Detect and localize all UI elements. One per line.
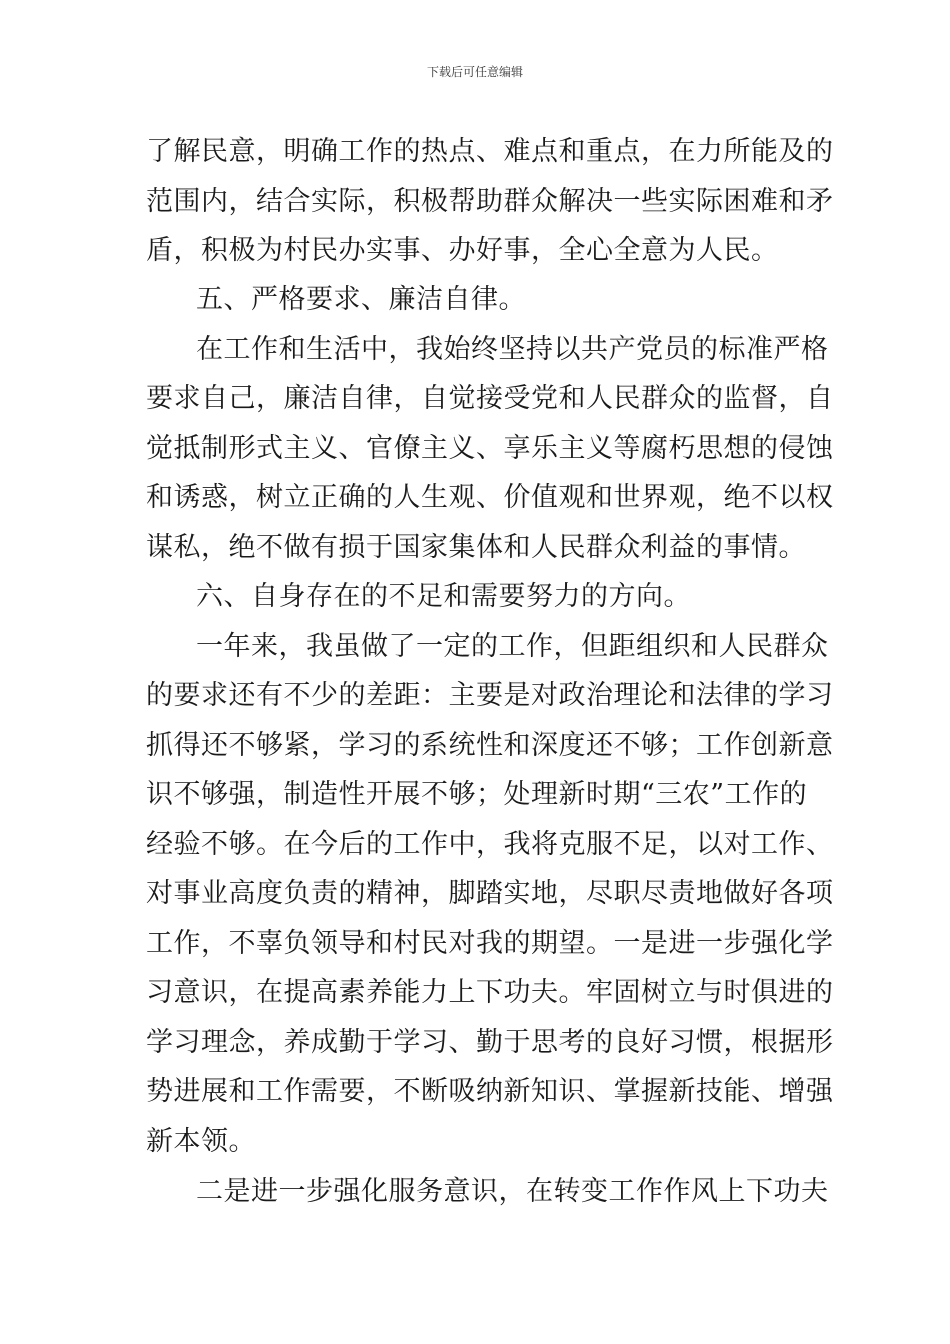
text-line: 新本领。 bbox=[146, 1126, 256, 1157]
text-line: 经验不够。在今后的工作中，我将克服不足，以对工作、 bbox=[146, 829, 834, 860]
text-line: 对事业高度负责的精神，脚踏实地，尽职尽责地做好各项 bbox=[146, 878, 834, 909]
text-line: 抓得还不够紧，学习的系统性和深度还不够；工作创新意 bbox=[146, 730, 834, 761]
text-line: 的要求还有不少的差距：主要是对政治理论和法律的学习 bbox=[146, 680, 834, 711]
text-line: 在工作和生活中，我始终坚持以共产党员的标准严格 bbox=[196, 334, 829, 365]
section-heading: 五、严格要求、廉洁自律。 bbox=[196, 284, 526, 315]
text-line: 势进展和工作需要，不断吸纳新知识、掌握新技能、增强 bbox=[146, 1076, 834, 1107]
text-line: 和诱惑，树立正确的人生观、价值观和世界观，绝不以权 bbox=[146, 482, 834, 513]
text-line: 盾，积极为村民办实事、办好事，全心全意为人民。 bbox=[146, 235, 779, 266]
text-line: 了解民意，明确工作的热点、难点和重点，在力所能及的 bbox=[146, 136, 834, 167]
text-line: 觉抵制形式主义、官僚主义、享乐主义等腐朽思想的侵蚀 bbox=[146, 433, 834, 464]
text-line: 二是进一步强化服务意识，在转变工作作风上下功夫 bbox=[196, 1176, 829, 1207]
text-line: 范围内，结合实际，积极帮助群众解决一些实际困难和矛 bbox=[146, 186, 834, 217]
text-line: 一年来，我虽做了一定的工作，但距组织和人民群众 bbox=[196, 631, 829, 662]
text-line: 学习理念，养成勤于学习、勤于思考的良好习惯，根据形 bbox=[146, 1027, 834, 1058]
text-line: 习意识，在提高素养能力上下功夫。牢固树立与时俱进的 bbox=[146, 977, 834, 1008]
page-header: 下载后可任意编辑 bbox=[426, 65, 523, 79]
text-line: 识不够强，制造性开展不够；处理新时期“三农”工作的 bbox=[146, 779, 808, 810]
text-line: 工作，不辜负领导和村民对我的期望。一是进一步强化学 bbox=[146, 928, 834, 959]
text-line: 谋私，绝不做有损于国家集体和人民群众利益的事情。 bbox=[146, 532, 806, 563]
section-heading: 六、自身存在的不足和需要努力的方向。 bbox=[196, 581, 691, 612]
text-line: 要求自己，廉洁自律，自觉接受党和人民群众的监督，自 bbox=[146, 383, 834, 414]
